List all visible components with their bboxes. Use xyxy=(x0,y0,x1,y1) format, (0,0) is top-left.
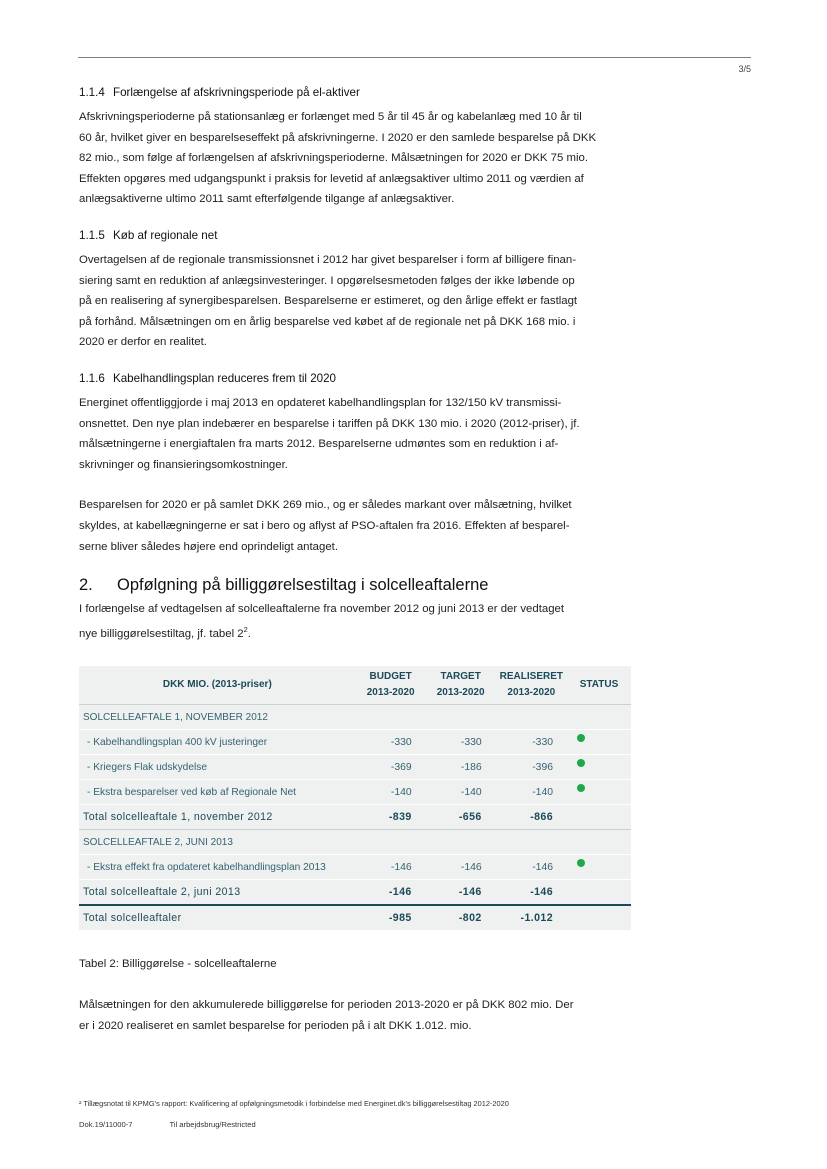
table-total-row: Total solcelleaftale 1, november 2012 -839 -656 -866 xyxy=(79,805,631,830)
col-header-realiseret: REALISERET 2013-2020 xyxy=(496,666,567,705)
table-row: - Ekstra effekt fra opdateret kabelhandlingsplan 2013 -146 -146 -146 xyxy=(79,855,631,880)
section-paragraph: Besparelsen for 2020 er på samlet DKK 269 mio., og er således markant over målsætning, hvilket skyldes, at kabellægningerne er sat i bero og aflyst af PSO-aftalen fra 2016. Effekten af besparel- serne bliver således højere end oprindeligt antaget. xyxy=(79,499,572,553)
footnote-ref[interactable]: 2 xyxy=(243,624,248,634)
table-row: - Ekstra besparelser ved køb af Regionale Net -140 -140 -140 xyxy=(79,780,631,805)
section-heading: 1.1.4 Forlængelse af afskrivningsperiode på el-aktiver xyxy=(79,86,360,99)
table-total-row: Total solcelleaftale 2, juni 2013 -146 -146 -146 xyxy=(79,880,631,906)
table-row: - Kriegers Flak udskydelse -369 -186 -396 xyxy=(79,755,631,780)
section-2-intro: I forlængelse af vedtagelsen af solcelleaftalerne fra november 2012 og juni 2013 er der vedtaget nye billiggørelsestiltag, jf. tabel $2^2$. xyxy=(79,603,565,640)
section-paragraph: Overtagelsen af de regionale transmissionsnet i 2012 har givet besparelser i form af billigere finan- siering samt en reduktion af anlægsinvesteringer. I opgørelsesmetoden følges der ikke løbende op på en realisering af synergibesparelsen. Besparelserne er estimeret, og den årlige effekt er fastlagt på forhånd. Målsætningen om en årlig besparelse ved købet af de regionale net på DKK 168 mio. i 2020 er derfor en realitet. xyxy=(79,253,578,349)
page-number: 3/5 xyxy=(738,64,751,74)
section-1-1-6 xyxy=(79,372,651,557)
section-2-heading: 2. Opfølgning på billiggørelsestiltag i solcelleaftalerne xyxy=(79,576,489,595)
col-header-budget: BUDGET 2013-2020 xyxy=(356,666,426,705)
status-dot-icon xyxy=(577,759,585,767)
table-group-row: SOLCELLEAFTALE 2, JUNI 2013 xyxy=(79,830,631,855)
section-heading: 1.1.5 Køb af regionale net xyxy=(79,228,218,242)
section-paragraph: Afskrivningsperioderne på stationsanlæg er forlænget med 5 år til 45 år og kabelanlæg med 10 år til 60 år, hvilket giver en besparelseseffekt på afskrivningerne. I 2020 er den samlede besparelse på DKK 82 mio., som følge af forlængelsen af afskrivningsperioderne. Målsætningen for 2020 er DKK 75 mio. Effekten opgøres med udgangspunkt i praksis for levetid af anlægsaktiver ultimo 2011 og værdien af anlægsaktiverne ultimo 2011 samt efterfølgende tilgange af anlægsaktiver. xyxy=(79,111,597,206)
col-header-target: TARGET 2013-2020 xyxy=(426,666,496,705)
footnote: ² Tillægsnotat til KPMG’s rapport: Kvalificering af opfølgningsmetodik i forbindelse med Energinet.dk’s billiggørelsestiltag 2012-2020 xyxy=(79,1099,509,1108)
table-caption: Tabel 2: Billiggørelse - solcelleaftalerne xyxy=(79,958,277,971)
status-dot-icon xyxy=(577,784,585,792)
status-dot-icon xyxy=(577,859,585,867)
table-group-row: SOLCELLEAFTALE 1, NOVEMBER 2012 xyxy=(79,705,631,730)
section-paragraph: Energinet offentliggjorde i maj 2013 en opdateret kabelhandlingsplan for 132/150 kV transmissi- onsnettet. Den nye plan indebærer en besparelse i tariffen på DKK 130 mio. i 2020 (2012-priser), jf. målsætningerne i energiaftalen fra marts 2012. Besparelserne udmøntes som en reduktion i af- skrivninger og finansieringsomkostninger. xyxy=(79,396,580,471)
status-dot-icon xyxy=(577,734,585,742)
section-1-1-4 xyxy=(79,86,651,210)
classification-label: Til arbejdsbrug/Restricted xyxy=(169,1120,256,1129)
savings-table xyxy=(79,666,631,930)
section-1-1-5 xyxy=(79,229,651,353)
closing-paragraph: Målsætningen for den akkumulerede billiggørelse for perioden 2013-2020 er på DKK 802 mio. Der er i 2020 realiseret en samlet besparelse for perioden på i alt DKK 1.012. mio. xyxy=(79,999,574,1032)
document-number: Dok.19/11000-7 xyxy=(79,1120,133,1129)
table-row: - Kabelhandlingsplan 400 kV justeringer -330 -330 -330 xyxy=(79,730,631,755)
section-heading: 1.1.6 Kabelhandlingsplan reduceres frem til 2020 xyxy=(79,371,336,385)
col-header-label: DKK MIO. (2013-priser) xyxy=(79,666,356,705)
col-header-status: STATUS xyxy=(567,666,631,705)
table-grand-total-row: Total solcelleaftaler -985 -802 -1.012 xyxy=(79,905,631,930)
page-content xyxy=(79,86,651,1036)
page-footer xyxy=(79,1120,256,1129)
header-rule xyxy=(78,57,751,58)
table-header-row xyxy=(79,666,631,705)
